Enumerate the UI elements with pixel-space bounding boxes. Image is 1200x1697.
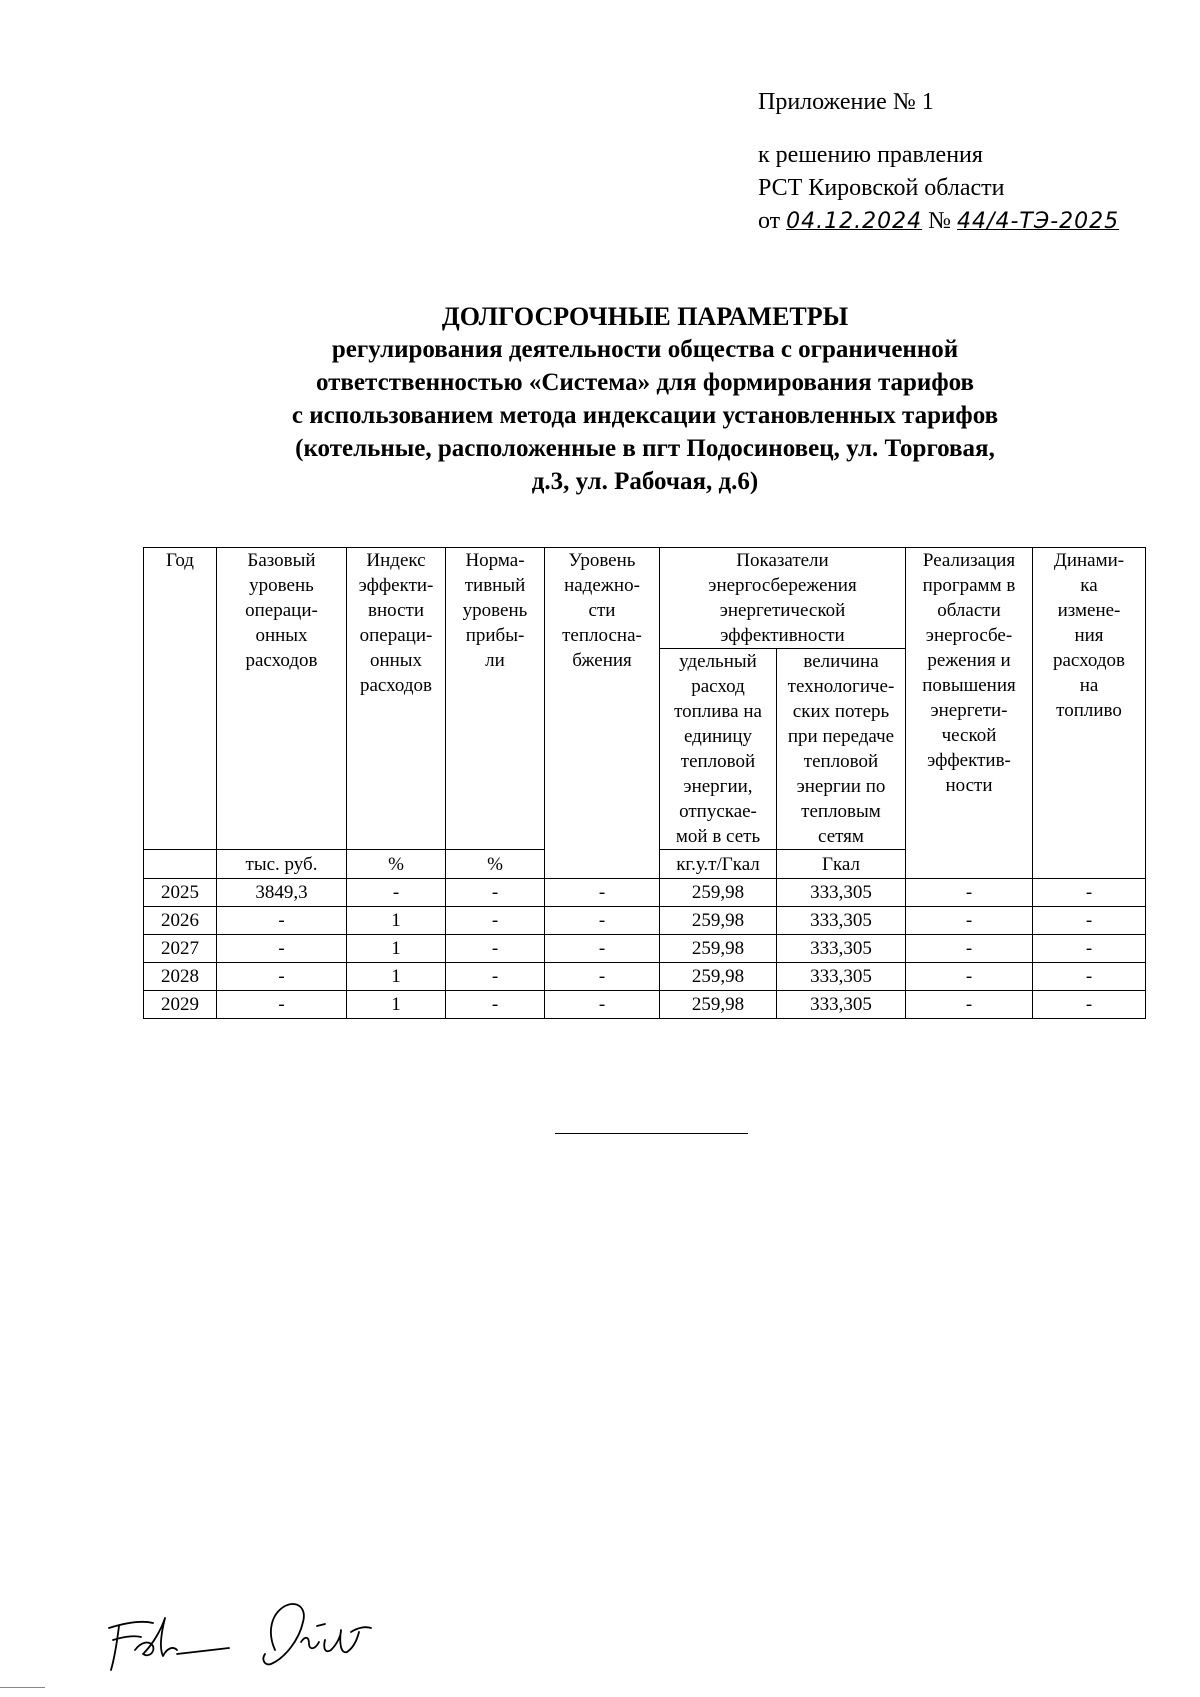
scan-edge-mark — [0, 1687, 45, 1688]
authority-line: РСТ Кировской области — [758, 175, 1005, 201]
unit-specific-fuel: кг.у.т/Гкал — [660, 850, 777, 879]
header-text-line: топливо — [1056, 700, 1122, 721]
col-header-specific-fuel — [660, 649, 777, 850]
table-row — [144, 907, 1146, 935]
header-text-line: при передаче — [787, 726, 895, 747]
header-text-line: энергии, — [683, 776, 753, 797]
cell-year: 2026 — [144, 907, 217, 935]
unit-normative-profit: % — [446, 850, 545, 879]
cell-base-level: - — [217, 963, 347, 991]
cell-fuel-dynamics: - — [1033, 963, 1146, 991]
cell-fuel-dynamics: - — [1033, 907, 1146, 935]
handwritten-number: 44/4-ТЭ-2025 — [957, 209, 1120, 234]
header-text-line: Динами- — [1053, 550, 1125, 571]
cell-programs: - — [906, 907, 1033, 935]
header-text-line: тивный — [464, 575, 526, 596]
title-line: регулирования деятельности общества с ограниченной — [331, 336, 959, 363]
col-header-year: Год — [144, 548, 217, 850]
header-text-line: сетям — [818, 826, 864, 847]
title-line: (котельные, расположенные в пгт Подосиновец, ул. Торговая, — [295, 435, 995, 462]
header-text-line: операци- — [245, 600, 318, 621]
header-text-line: Уровень — [568, 550, 636, 571]
header-text-line: отпускае- — [679, 801, 757, 822]
header-text-line: энергосбе- — [925, 625, 1013, 646]
table-row — [144, 963, 1146, 991]
cell-efficiency-index: 1 — [347, 963, 446, 991]
header-text-line: ческой — [941, 725, 997, 746]
header-text-line: расходов — [1053, 650, 1125, 671]
cell-fuel-dynamics: - — [1033, 935, 1146, 963]
header-text-line: эффективности — [720, 625, 845, 646]
unit-efficiency-index: % — [347, 850, 446, 879]
header-text-line: тепловой — [803, 751, 879, 772]
header-text-line: топлива на — [674, 701, 762, 722]
header-text-line: величина — [803, 651, 879, 672]
header-text-line: режения и — [927, 650, 1011, 671]
cell-year: 2025 — [144, 879, 217, 907]
col-header-energy-saving — [660, 548, 906, 649]
header-text-line: ности — [945, 775, 993, 796]
document-title — [160, 300, 1130, 498]
header-text-line: удельный — [679, 651, 757, 672]
unit-base-level: тыс. руб. — [217, 850, 347, 879]
cell-normative-profit: - — [446, 907, 545, 935]
header-text-line: Базовый — [247, 550, 316, 571]
cell-fuel-dynamics: - — [1033, 879, 1146, 907]
header-text-line: ских потерь — [792, 701, 890, 722]
cell-programs: - — [906, 963, 1033, 991]
header-text-line: расходов — [360, 675, 432, 696]
cell-normative-profit: - — [446, 991, 545, 1019]
header-text-line: мой в сеть — [675, 826, 761, 847]
parameters-table — [143, 547, 1146, 1019]
header-text-line: энергии по — [796, 776, 886, 797]
header-text-line: онных — [255, 625, 308, 646]
header-text-line: повышения — [922, 675, 1016, 696]
header-text-line: ния — [1074, 625, 1104, 646]
table-row — [144, 879, 1146, 907]
table-row — [144, 935, 1146, 963]
header-text-line: операци- — [359, 625, 433, 646]
appendix-label: Приложение № 1 — [758, 89, 934, 115]
cell-efficiency-index: 1 — [347, 991, 446, 1019]
decision-line: к решению правления — [758, 142, 983, 168]
table-row — [144, 991, 1146, 1019]
header-text-line: на — [1079, 675, 1099, 696]
header-text-line: Реализация — [922, 550, 1016, 571]
col-header-programs — [906, 548, 1033, 879]
col-header-fuel-dynamics — [1033, 548, 1146, 879]
cell-specific-fuel: 259,98 — [660, 991, 777, 1019]
title-line: ответственностью «Система» для формирования тарифов — [315, 369, 975, 396]
main-title: ДОЛГОСРОЧНЫЕ ПАРАМЕТРЫ — [441, 302, 849, 331]
from-prefix: от — [758, 208, 781, 234]
col-header-efficiency-index — [347, 548, 446, 850]
cell-normative-profit: - — [446, 963, 545, 991]
header-text-line: технологиче- — [787, 676, 895, 697]
cell-specific-fuel: 259,98 — [660, 907, 777, 935]
cell-specific-fuel: 259,98 — [660, 935, 777, 963]
header-text-line: уровень — [462, 600, 528, 621]
cell-reliability: - — [545, 935, 660, 963]
cell-programs: - — [906, 991, 1033, 1019]
cell-specific-fuel: 259,98 — [660, 879, 777, 907]
number-prefix: № — [928, 208, 952, 234]
cell-specific-fuel: 259,98 — [660, 963, 777, 991]
divider-line — [555, 1133, 748, 1134]
approval-header — [758, 86, 1119, 238]
cell-fuel-dynamics: - — [1033, 991, 1146, 1019]
header-text-line: энергетической — [719, 600, 846, 621]
cell-normative-profit: - — [446, 935, 545, 963]
header-text-line: энергосбережения — [708, 575, 857, 596]
header-text-line: бжения — [572, 650, 632, 671]
cell-tech-losses: 333,305 — [777, 935, 906, 963]
title-line: д.3, ул. Рабочая, д.6) — [531, 468, 759, 495]
col-header-reliability — [545, 548, 660, 879]
cell-efficiency-index: 1 — [347, 935, 446, 963]
cell-base-level: 3849,3 — [217, 879, 347, 907]
cell-normative-profit: - — [446, 879, 545, 907]
header-text-line: онных — [369, 650, 423, 671]
header-text-line: вности — [367, 600, 425, 621]
col-header-tech-losses — [777, 649, 906, 850]
header-text-line: Норма- — [465, 550, 525, 571]
cell-tech-losses: 333,305 — [777, 991, 906, 1019]
cell-tech-losses: 333,305 — [777, 907, 906, 935]
cell-tech-losses: 333,305 — [777, 879, 906, 907]
cell-reliability: - — [545, 963, 660, 991]
cell-base-level: - — [217, 907, 347, 935]
handwritten-date: 04.12.2024 — [786, 209, 923, 234]
date-number-line — [758, 205, 1119, 238]
header-text-line: энергети- — [930, 700, 1008, 721]
header-text-line: теплосна- — [562, 625, 642, 646]
header-text-line: эффектив- — [927, 750, 1011, 771]
cell-efficiency-index: - — [347, 879, 446, 907]
header-text-line: программ в — [922, 575, 1016, 596]
unit-tech-losses: Гкал — [777, 850, 906, 879]
cell-efficiency-index: 1 — [347, 907, 446, 935]
header-text-line: ка — [1080, 575, 1098, 596]
header-text-line: тепловой — [680, 751, 756, 772]
header-text-line: области — [937, 600, 1001, 621]
unit-year — [144, 850, 217, 879]
col-header-base-level — [217, 548, 347, 850]
header-row — [144, 548, 1146, 649]
header-text-line: ли — [485, 650, 505, 671]
header-text-line: измене- — [1057, 600, 1121, 621]
header-text-line: Показатели — [736, 550, 829, 571]
cell-year: 2027 — [144, 935, 217, 963]
header-text-line: тепловым — [801, 801, 881, 822]
cell-programs: - — [906, 879, 1033, 907]
cell-reliability: - — [545, 907, 660, 935]
cell-programs: - — [906, 935, 1033, 963]
cell-year: 2029 — [144, 991, 217, 1019]
cell-reliability: - — [545, 879, 660, 907]
signature — [95, 1590, 415, 1680]
header-text-line: расходов — [245, 650, 318, 671]
header-text-line: единицу — [683, 726, 753, 747]
header-text-line: уровень — [249, 575, 314, 596]
header-text-line: расход — [691, 676, 745, 697]
cell-reliability: - — [545, 991, 660, 1019]
col-header-normative-profit — [446, 548, 545, 850]
cell-tech-losses: 333,305 — [777, 963, 906, 991]
header-text-line: эффекти- — [358, 575, 434, 596]
header-text-line: прибы- — [465, 625, 525, 646]
header-text-line: надежно- — [564, 575, 640, 596]
cell-year: 2028 — [144, 963, 217, 991]
cell-base-level: - — [217, 991, 347, 1019]
header-text-line: Индекс — [366, 550, 426, 571]
cell-base-level: - — [217, 935, 347, 963]
header-text-line: сти — [588, 600, 616, 621]
title-line: с использованием метода индексации установленных тарифов — [291, 402, 999, 429]
